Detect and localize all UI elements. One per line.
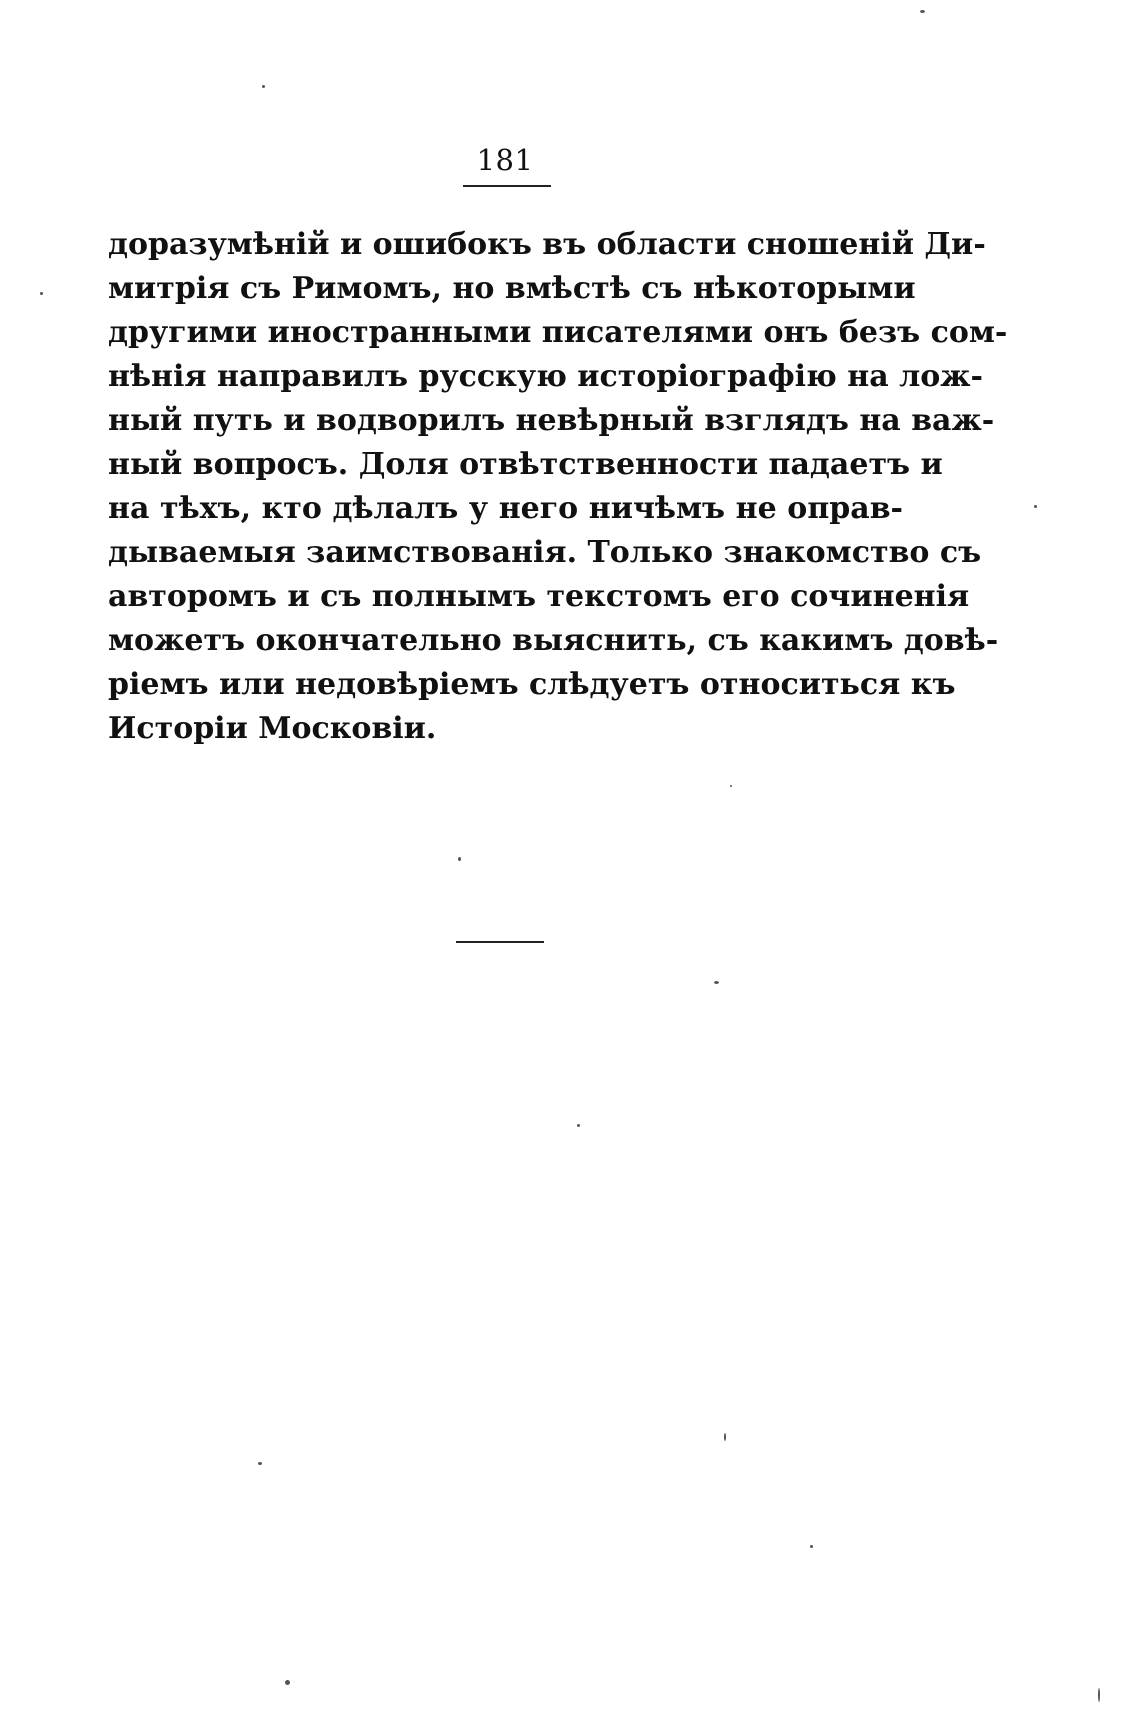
- scan-speck: [920, 10, 925, 13]
- text-line: авторомъ и съ полнымъ текстомъ его сочиненія: [108, 579, 970, 614]
- page-number-underline: [463, 185, 551, 187]
- text-line: ный путь и водворилъ невѣрный взглядъ на важ-: [108, 403, 995, 438]
- scan-speck: [1098, 1688, 1100, 1702]
- text-line: нѣнія направилъ русскую исторіографію на лож-: [108, 359, 983, 394]
- scan-speck: [730, 785, 732, 787]
- text-line: другими иностранными писателями онъ безъ сом-: [108, 315, 1008, 350]
- text-line: на тѣхъ, кто дѣлалъ у него ничѣмъ не оправ-: [108, 491, 903, 526]
- scan-speck: [258, 1462, 262, 1465]
- scan-speck: [285, 1680, 290, 1685]
- scan-speck: [810, 1545, 813, 1548]
- text-line: ный вопросъ. Доля отвѣтственности падаетъ и: [108, 447, 943, 482]
- scan-speck: [577, 1124, 580, 1127]
- section-end-rule: [456, 941, 544, 943]
- scan-speck: [262, 85, 265, 88]
- text-line: ріемъ или недовѣріемъ слѣдуетъ относиться къ: [108, 667, 956, 702]
- text-line: дываемыя заимствованія. Только знакомство съ: [108, 535, 982, 570]
- scan-speck: [40, 292, 43, 295]
- page-number: 181: [476, 143, 534, 177]
- scan-speck: [458, 857, 461, 861]
- text-line: можетъ окончательно выяснить, съ какимъ довѣ-: [108, 623, 999, 658]
- body-text: [108, 223, 1008, 751]
- text-line: митрія съ Римомъ, но вмѣстѣ съ нѣкоторыми: [108, 271, 916, 306]
- text-line: доразумѣній и ошибокъ въ области сношеній Ди-: [108, 227, 986, 262]
- text-line: Исторіи Московіи.: [108, 711, 437, 746]
- scan-speck: [1034, 505, 1037, 508]
- scan-speck: [714, 981, 719, 984]
- scan-speck: [724, 1433, 726, 1441]
